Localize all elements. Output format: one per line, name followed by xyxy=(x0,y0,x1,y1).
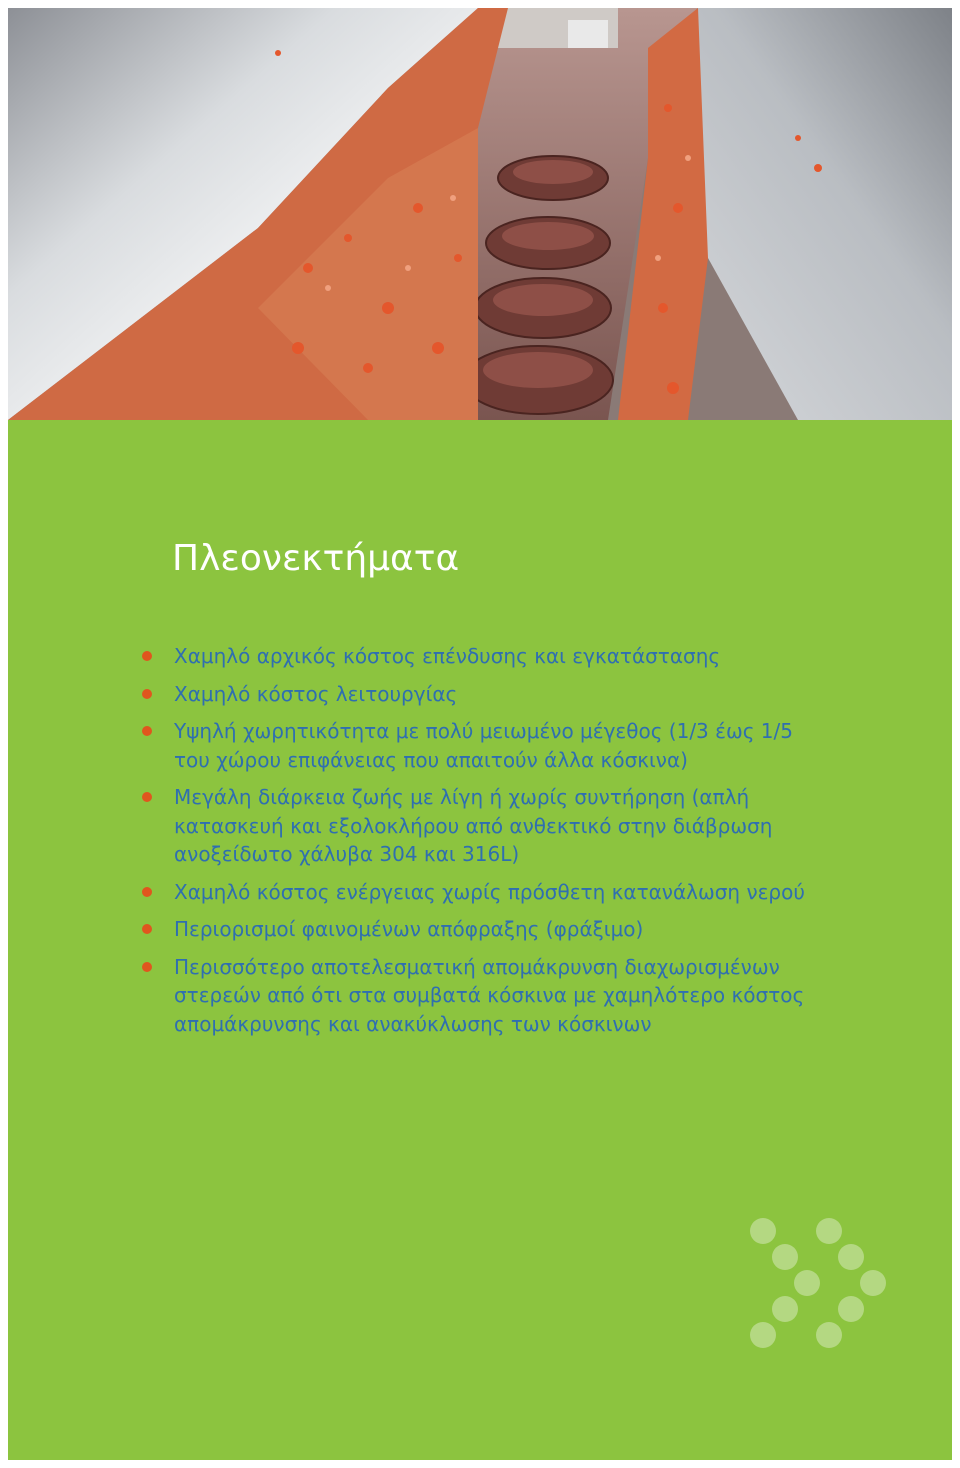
bullet-icon xyxy=(142,887,152,897)
tomato-screw-sieve-photo xyxy=(8,8,952,420)
advantage-text-line: Περιορισμοί φαινομένων απόφραξης (φράξιμο) xyxy=(174,917,644,941)
section-title: Πλεονεκτήματα xyxy=(172,538,460,579)
advantage-item xyxy=(138,717,898,774)
advantage-text-line: Χαμηλό αρχικός κόστος επένδυσης και εγκατάστασης xyxy=(174,644,721,668)
advantage-item xyxy=(138,953,898,1039)
advantage-text-line: Χαμηλό κόστος λειτουργίας xyxy=(174,681,458,706)
page-frame xyxy=(8,8,952,1460)
advantage-text-line: του χώρου επιφάνειας που απαιτούν άλλα κόσκινα) xyxy=(174,747,688,772)
advantage-text-line: Περισσότερο αποτελεσματική απομάκρυνση διαχωρισμένων xyxy=(174,954,780,979)
advantage-text-line: Μεγάλη διάρκεια ζωής με λίγη ή χωρίς συντήρηση (απλή xyxy=(174,785,750,809)
advantage-text-line: ανοξείδωτο χάλυβα 304 και 316L) xyxy=(174,842,520,866)
product-photo xyxy=(8,8,952,420)
pattern-dot xyxy=(772,1296,798,1322)
pattern-dot xyxy=(750,1322,776,1348)
advantage-text-line: απομάκρυνσης και ανακύκλωσης των κόσκινων xyxy=(174,1011,652,1036)
advantage-text-line: κατασκευή και εξολοκλήρου από ανθεκτικό στην διάβρωση xyxy=(174,813,773,838)
bullet-icon xyxy=(142,962,152,972)
bullet-icon xyxy=(142,924,152,934)
advantage-item xyxy=(138,642,898,671)
bullet-icon xyxy=(142,651,152,661)
bullet-icon xyxy=(142,726,152,736)
advantage-item xyxy=(138,783,898,869)
advantages-list xyxy=(138,642,898,1047)
advantage-text-line: στερεών από ότι στα συμβατά κόσκινα με χαμηλότερο κόστος xyxy=(174,983,805,1007)
advantages-panel xyxy=(8,420,952,1460)
pattern-dot xyxy=(794,1270,820,1296)
pattern-dot xyxy=(838,1296,864,1322)
advantage-item xyxy=(138,878,898,907)
bullet-icon xyxy=(142,689,152,699)
pattern-dot xyxy=(838,1244,864,1270)
advantage-text-line: Χαμηλό κόστος ενέργειας χωρίς πρόσθετη κατανάλωση νερού xyxy=(174,879,805,904)
pattern-dot xyxy=(772,1244,798,1270)
pattern-dot xyxy=(816,1218,842,1244)
pattern-dot xyxy=(816,1322,842,1348)
pattern-dot xyxy=(860,1270,886,1296)
decorative-dot-pattern xyxy=(750,1208,900,1358)
bullet-icon xyxy=(142,792,152,802)
advantage-item xyxy=(138,915,898,944)
advantage-item xyxy=(138,680,898,709)
pattern-dot xyxy=(750,1218,776,1244)
advantage-text-line: Υψηλή χωρητικότητα με πολύ μειωμένο μέγεθος (1/3 έως 1/5 xyxy=(174,719,793,743)
